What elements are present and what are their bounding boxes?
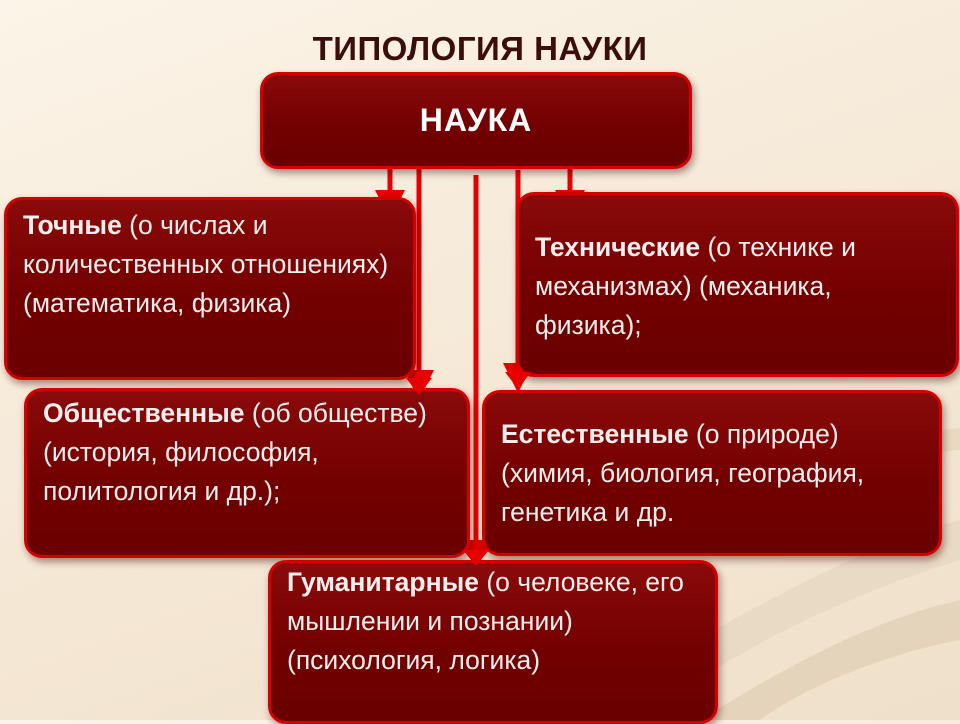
node-natural-sciences <box>482 390 942 556</box>
node-technical-name: Технические <box>535 232 701 262</box>
node-social-text: (об обществе) (история, философия, политология и др.); <box>43 398 427 506</box>
node-natural-name: Естественные <box>501 419 689 449</box>
node-social-name: Общественные <box>43 398 245 428</box>
root-node-science: НАУКА <box>260 72 692 169</box>
page-title: ТИПОЛОГИЯ НАУКИ <box>312 30 648 67</box>
node-exact-name: Точные <box>23 210 122 240</box>
node-social-sciences <box>24 388 470 558</box>
node-humanitarian-name: Гуманитарные <box>287 567 479 597</box>
node-technical-text: (о технике и механизмах) (механика, физика); <box>535 232 856 340</box>
node-exact-sciences <box>4 197 416 380</box>
node-natural-text: (о природе) (химия, биология, география, генетика и др. <box>501 419 865 527</box>
node-technical-sciences <box>516 192 959 377</box>
node-exact-text: (о числах и количественных отношениях) (математика, физика) <box>23 210 389 318</box>
node-humanitarian-text: (о человеке, его мышлении и познании) (психология, логика) <box>287 567 684 675</box>
node-humanitarian-sciences <box>268 560 718 724</box>
